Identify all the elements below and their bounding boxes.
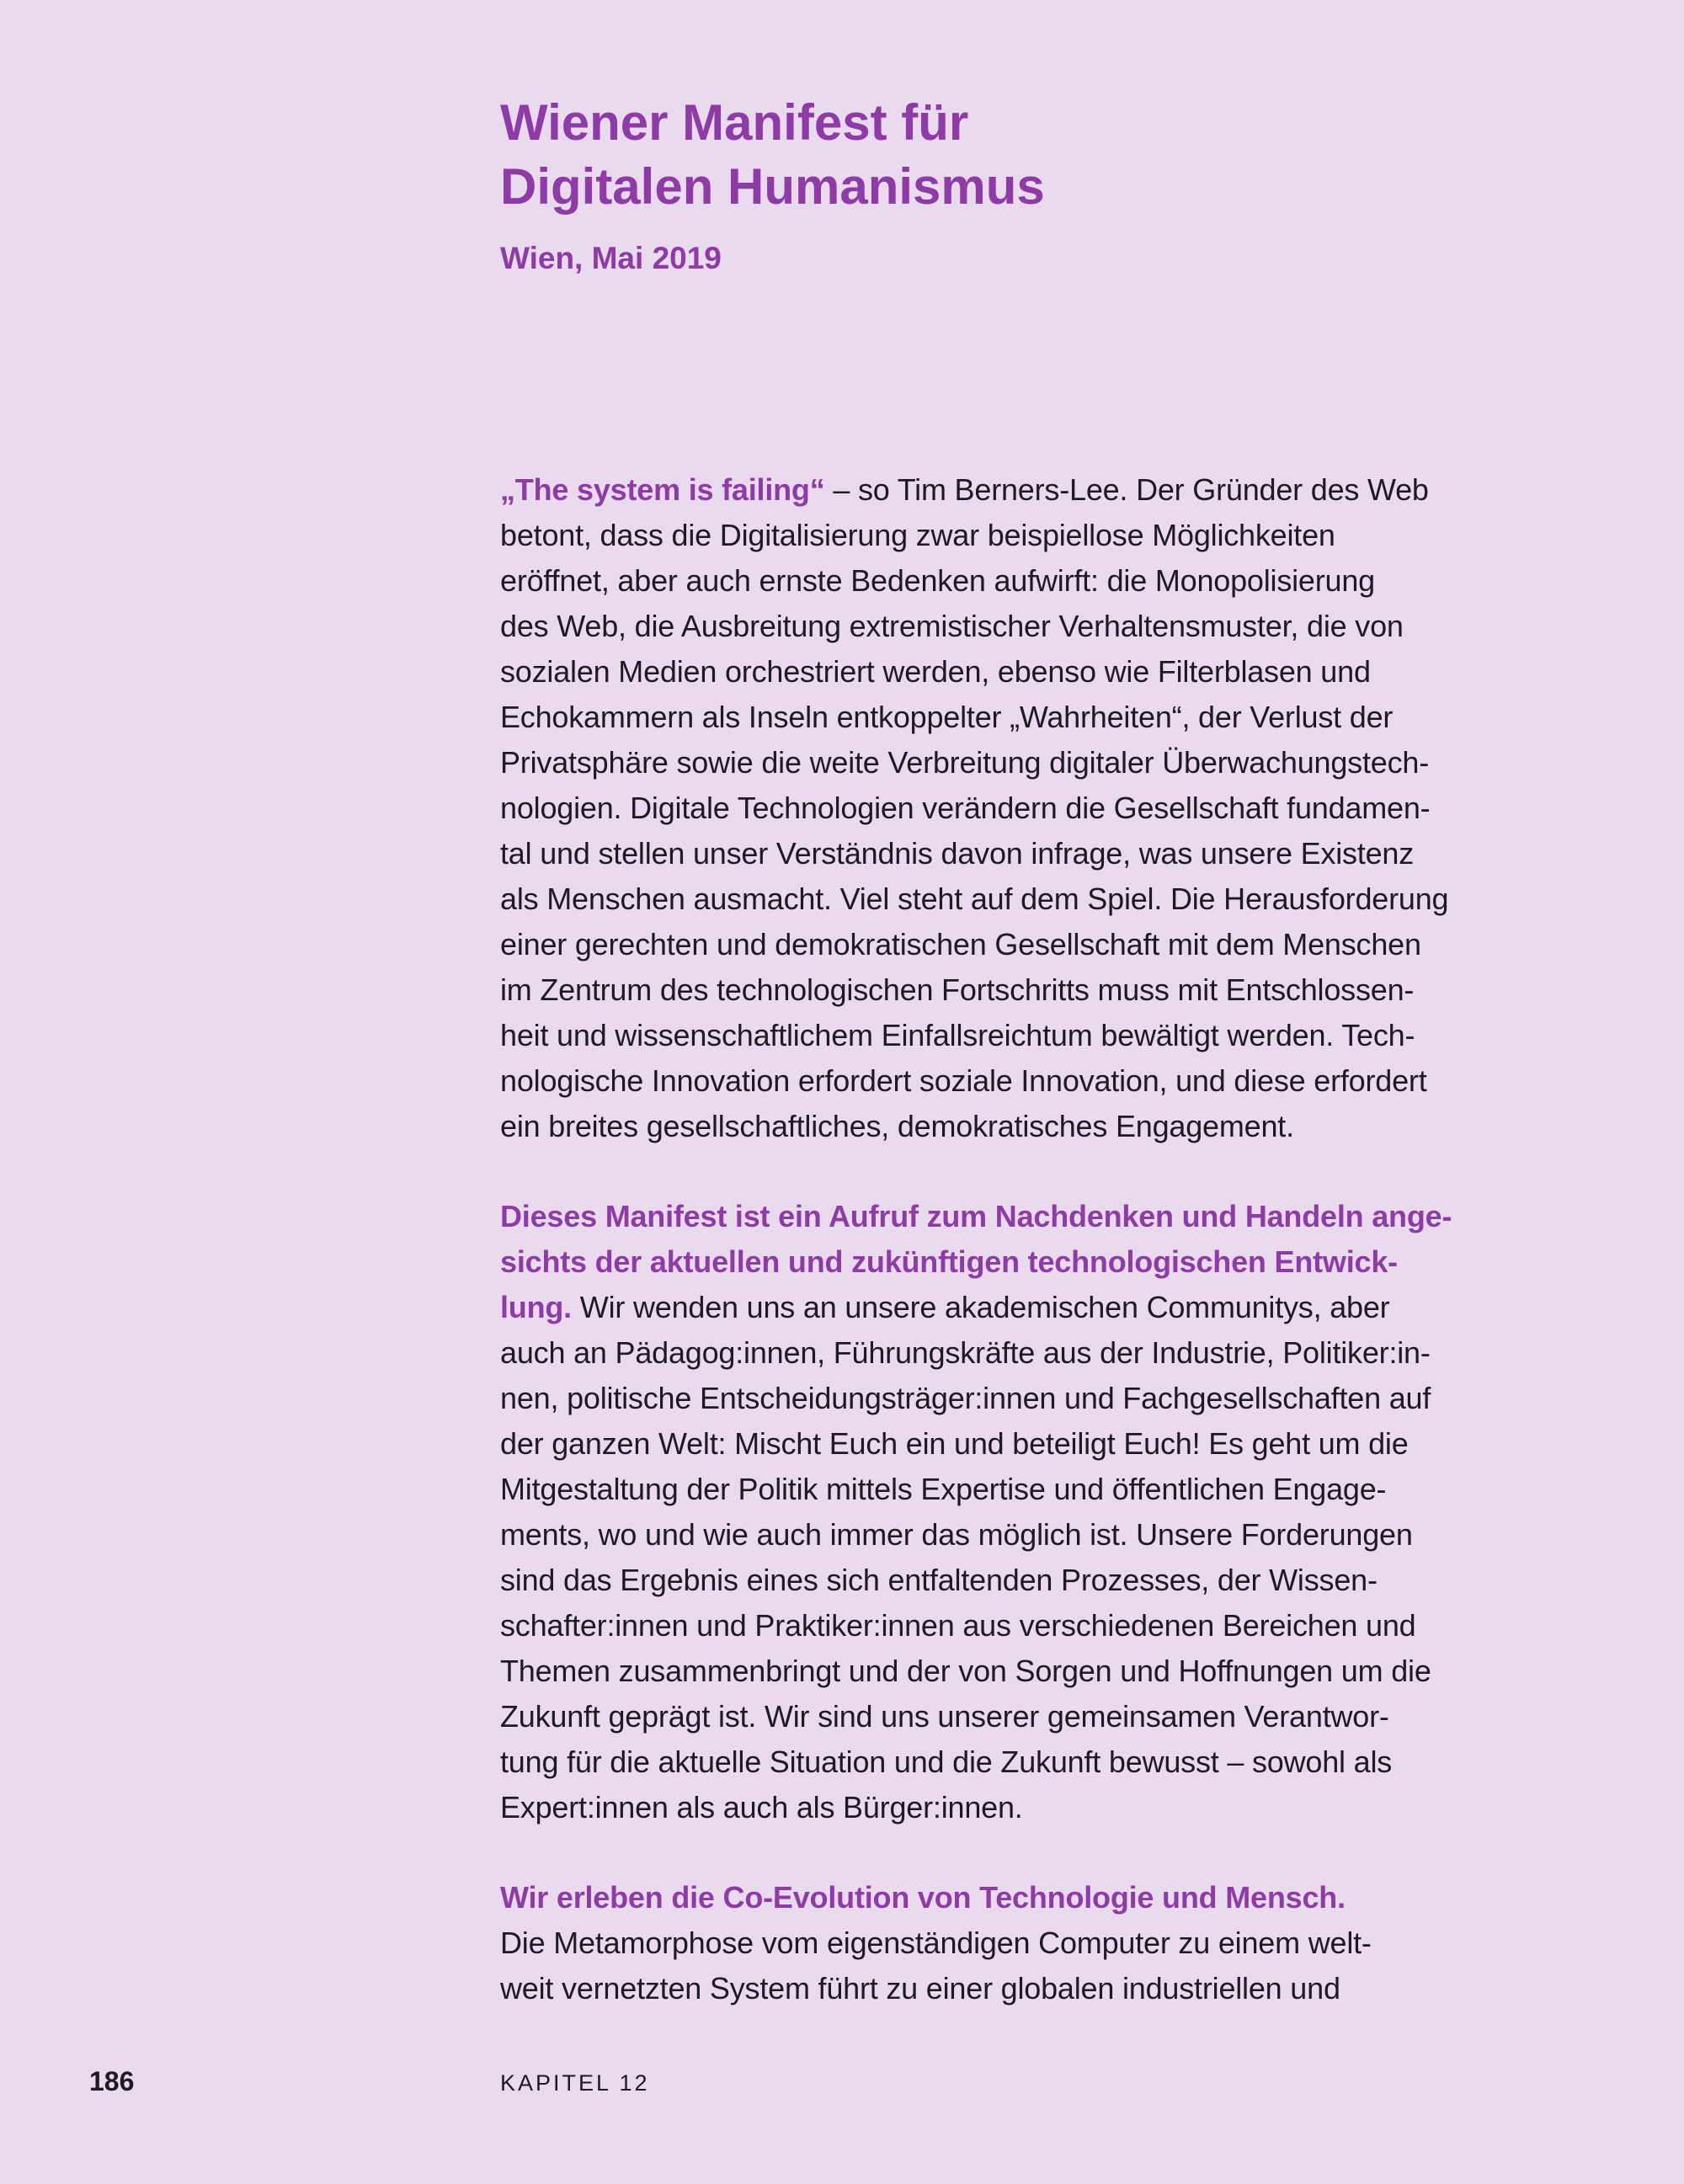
text-line: ments, wo und wie auch immer das möglich ist. Unsere Forderungen	[500, 1517, 1413, 1552]
text-line: Echokammern als Inseln entkoppelter „Wahrheiten“, der Verlust der	[500, 700, 1394, 734]
text-line: „The system is failing“ – so Tim Berners-Lee. Der Gründer des Web	[500, 472, 1429, 507]
text-line: Themen zusammenbringt und der von Sorgen und Hoffnungen um die	[500, 1654, 1431, 1688]
text-line: sind das Ergebnis eines sich entfaltenden Prozesses, der Wissen-	[500, 1563, 1378, 1597]
highlight-line: Wir erleben die Co-Evolution von Technologie und Mensch.	[500, 1880, 1346, 1915]
text-line: Mitgestaltung der Politik mittels Expertise und öffentlichen Engage-	[500, 1472, 1387, 1506]
chapter-label: KAPITEL 12	[500, 2070, 650, 2096]
text-line: Zukunft geprägt ist. Wir sind uns unserer gemeinsamen Verantwor-	[500, 1699, 1389, 1734]
text-line: sozialen Medien orchestriert werden, ebenso wie Filterblasen und	[500, 654, 1371, 689]
text-line: als Menschen ausmacht. Viel steht auf dem Spiel. Die Herausforderung	[500, 882, 1449, 916]
text-line: einer gerechten und demokratischen Gesellschaft mit dem Menschen	[500, 927, 1421, 961]
paragraph-co-evolution	[500, 1875, 1553, 2011]
text-line: tung für die aktuelle Situation und die Zukunft bewusst – sowohl als	[500, 1745, 1393, 1779]
title-line-1: Wiener Manifest für	[500, 94, 969, 151]
paragraph-intro	[500, 467, 1553, 1149]
text-line: weit vernetzten System führt zu einer globalen industriellen und	[500, 1971, 1340, 2006]
text-line: ein breites gesellschaftliches, demokratisches Engagement.	[500, 1109, 1294, 1143]
title-line-2: Digitalen Humanismus	[500, 158, 1045, 215]
text-line: heit und wissenschaftlichem Einfallsreichtum bewältigt werden. Tech-	[500, 1018, 1415, 1052]
text-line: betont, dass die Digitalisierung zwar beispiellose Möglichkeiten	[500, 518, 1335, 552]
text-line: nologische Innovation erfordert soziale Innovation, und diese erfordert	[500, 1063, 1427, 1098]
text-line: Die Metamorphose vom eigenständigen Computer zu einem welt-	[500, 1926, 1372, 1960]
page-number: 186	[89, 2066, 135, 2096]
quote-highlight: „The system is failing“	[500, 472, 825, 507]
highlight-line: sichts der aktuellen und zukünftigen technologischen Entwick-	[500, 1244, 1398, 1279]
text-line: nen, politische Entscheidungsträger:innen und Fachgesellschaften auf	[500, 1381, 1431, 1415]
text-line: lung. Wir wenden uns an unsere akademischen Communitys, aber	[500, 1290, 1390, 1324]
page-title	[500, 91, 1426, 219]
text-line: im Zentrum des technologischen Fortschritts muss mit Entschlossen-	[500, 972, 1415, 1007]
text-line: auch an Pädagog:innen, Führungskräfte aus der Industrie, Politiker:in-	[500, 1335, 1431, 1370]
text-line: Expert:innen als auch als Bürger:innen.	[500, 1790, 1023, 1824]
manifest-body	[500, 467, 1553, 2056]
text-line: des Web, die Ausbreitung extremistischer Verhaltensmuster, die von	[500, 609, 1404, 643]
text-line: Privatsphäre sowie die weite Verbreitung digitaler Überwachungstech-	[500, 745, 1429, 780]
text-line: der ganzen Welt: Mischt Euch ein und beteiligt Euch! Es geht um die	[500, 1426, 1409, 1461]
place-date-subtitle: Wien, Mai 2019	[500, 241, 722, 275]
highlight-line: Dieses Manifest ist ein Aufruf zum Nachdenken und Handeln ange-	[500, 1199, 1452, 1233]
highlight-line: lung.	[500, 1290, 572, 1324]
text-line: eröffnet, aber auch ernste Bedenken aufwirft: die Monopolisierung	[500, 563, 1375, 598]
text-line: tal und stellen unser Verständnis davon infrage, was unsere Existenz	[500, 836, 1415, 871]
text-line: nologien. Digitale Technologien verändern die Gesellschaft fundamen-	[500, 791, 1431, 825]
text-line: schafter:innen und Praktiker:innen aus verschiedenen Bereichen und	[500, 1608, 1416, 1643]
paragraph-call-to-action	[500, 1194, 1553, 1830]
